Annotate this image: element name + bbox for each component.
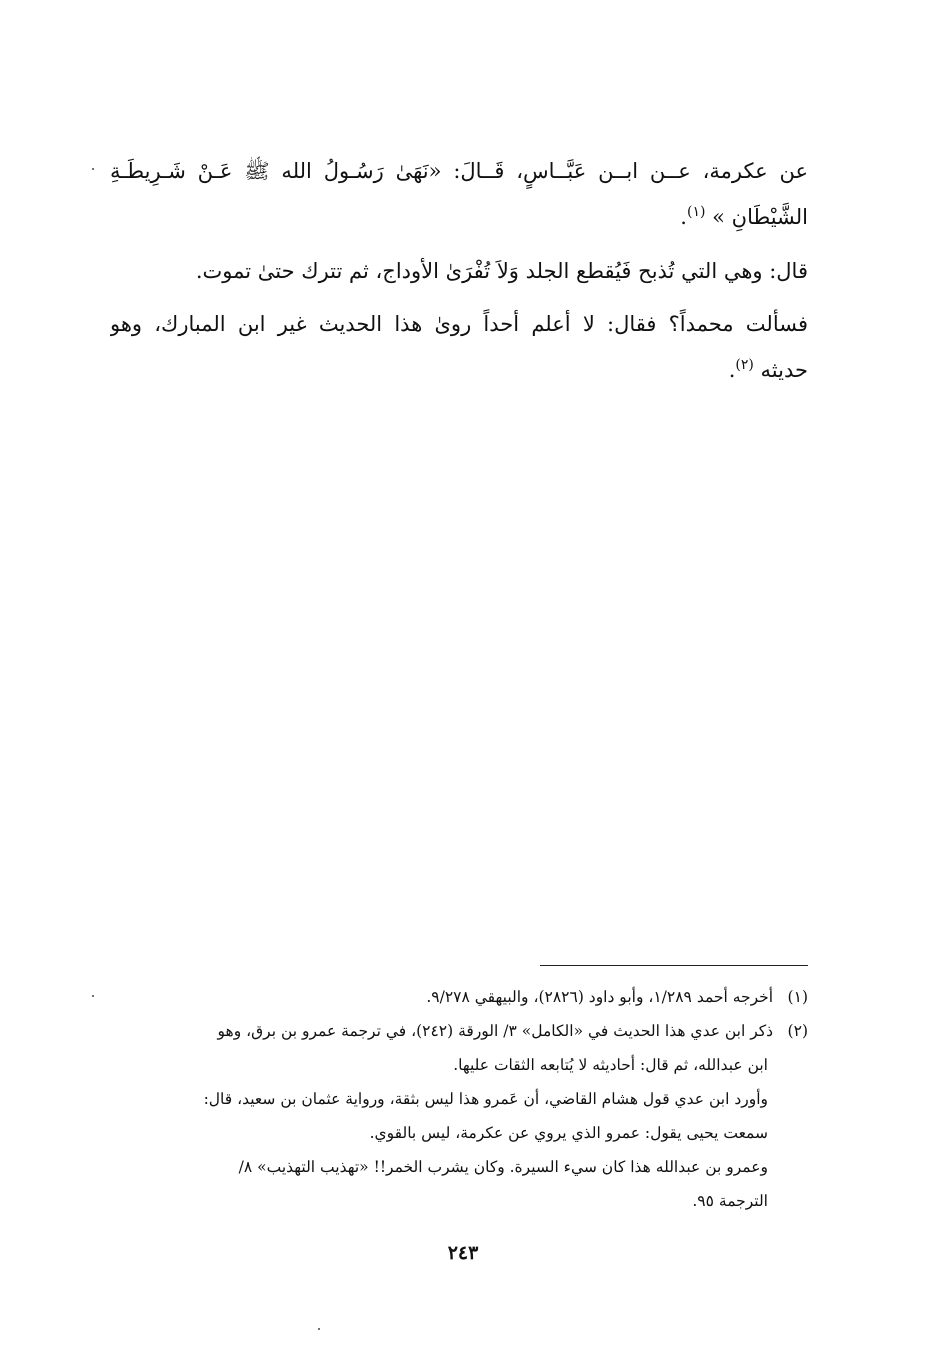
paragraph-explanation [110, 248, 808, 294]
footnotes-section [110, 980, 808, 1218]
footnote-separator [540, 965, 808, 966]
paragraph-line: فسألت محمداً؟ فقال: لا أعلم أحداً روىٰ هذا الحديث غير ابن المبارك، وهو [110, 312, 808, 336]
footnote-line: الترجمة ٩٥. [692, 1192, 768, 1210]
paragraph-line: قال: وهي التي تُذبح فَيُقطع الجلد وَلاَ تُفْرَىٰ الأوداج، ثم تترك حتىٰ تموت. [195, 259, 808, 283]
paragraph-line: عن عكرمة، عــن ابــن عَبَّــاسٍ، قَــالَ: «نَهَىٰ رَسُـولُ الله ﷺ عَـنْ شَـرِيطَـةِ [110, 159, 808, 183]
paragraph-line: حديثه $^{(٢)}$. [728, 357, 808, 382]
footnote-text: أخرجه أحمد ١/٢٨٩، وأبو داود (٢٨٢٦)، والبيهقي ٩/٢٧٨. [426, 988, 774, 1006]
footnote-line: ابن عبدالله، ثم قال: أحاديثه لا يُتابعه الثقات عليها. [453, 1056, 768, 1074]
footnote-1 [110, 980, 808, 1014]
scan-speck [92, 168, 94, 170]
paragraph-hadith [110, 148, 808, 240]
footnote-text: ذكر ابن عدي هذا الحديث في «الكامل» ٣/ الورقة (٢٤٢)، في ترجمة عمرو بن برق، وهو [217, 1022, 774, 1040]
footnote-reference: (١) [686, 204, 706, 220]
footnote-number: (١) [787, 988, 808, 1006]
paragraph-text: حديثه [760, 358, 808, 382]
paragraph-line: الشَّيْطَانِ » $^{(١)}$. [680, 204, 808, 229]
footnote-reference: (٢) [735, 357, 754, 373]
footnote-line: وعمرو بن عبدالله هذا كان سيء السيرة. وكان يشرب الخمر!! «تهذيب التهذيب» ٨/ [238, 1158, 768, 1176]
footnote-2 [110, 1014, 808, 1048]
paragraph-text: الشَّيْطَانِ » [712, 205, 808, 229]
footnote-line: وأورد ابن عدي قول هشام القاضي، أن عَمرو هذا ليس بثقة، ورواية عثمان بن سعيد، قال: [203, 1090, 768, 1108]
footnote-line: سمعت يحيى يقول: عمرو الذي يروي عن عكرمة، ليس بالقوي. [369, 1124, 768, 1142]
scan-speck [318, 1328, 320, 1330]
footnote-number: (٢) [787, 1022, 808, 1040]
scan-speck [92, 995, 94, 997]
paragraph-question [110, 301, 808, 393]
page-number: ٢٤٣ [447, 1242, 479, 1264]
